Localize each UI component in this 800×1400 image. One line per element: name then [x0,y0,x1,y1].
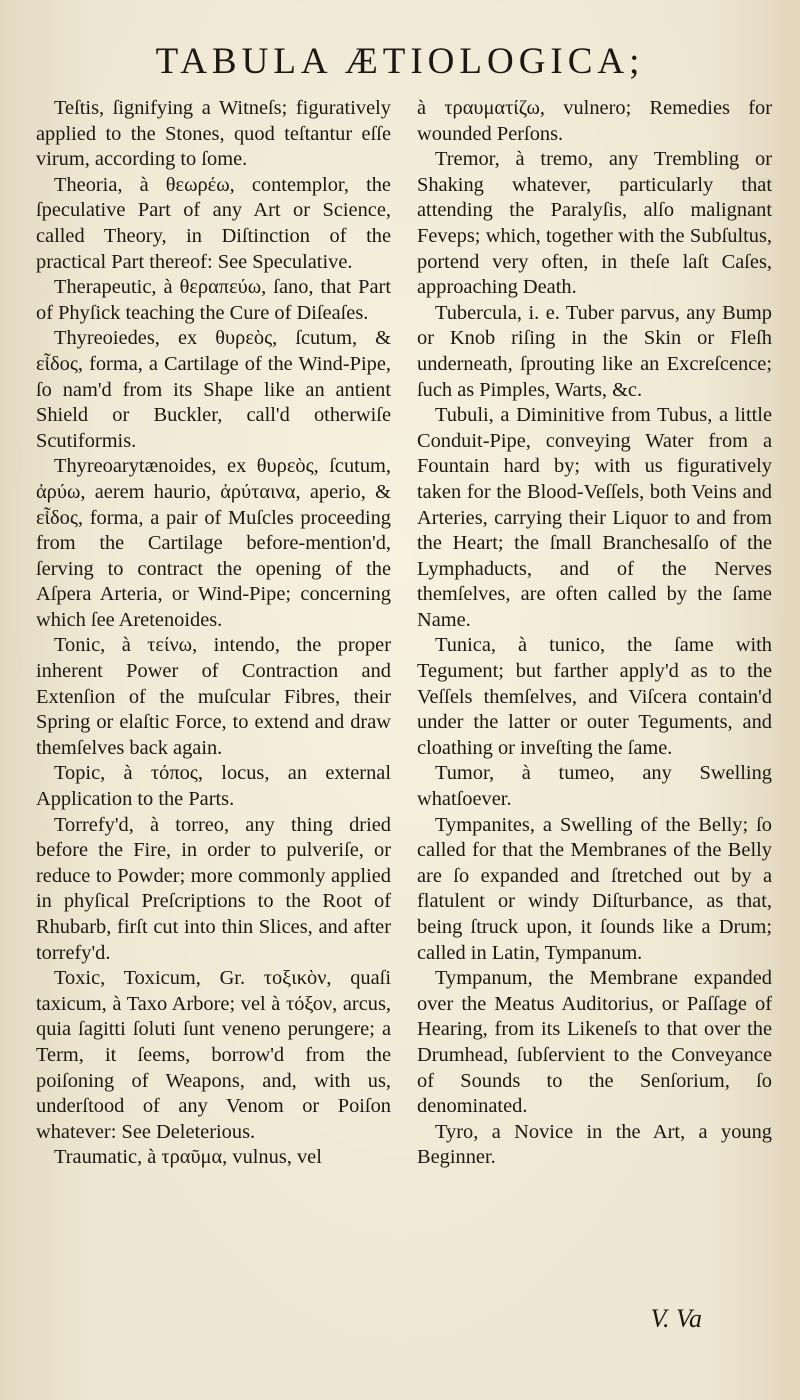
glossary-entry: Tunica, à tunico, the ſame with Tegument; but farther apply'd as to the Veſſels themſelves, and Viſcera contain'd under the latter or outer Teguments, and cloathing or inveſting the ſame. [417,634,772,759]
glossary-entry: Tympanum, the Membrane expanded over the Meatus Auditorius, or Paſſage of Hearing, from its Likeneſs to that over the Drumhead, ſubſervient to the Conveyance of Sounds to the Senſorium, ſo denominated. [417,967,772,1118]
glossary-entry: Tumor, à tumeo, any Swelling whatſoever. [417,762,772,811]
glossary-entry: Tyro, a Novice in the Art, a young Beginner. [417,1120,772,1169]
glossary-entry: Thyreoiedes, ex θυρεὸς, ſcutum, & εἶδος, forma, a Cartilage of the Wind-Pipe, ſo nam'd from its Shape like an antient Shield or Buckler, call'd otherwiſe Scutiformis. [36,327,391,452]
left-column [36,96,391,1171]
glossary-entry: Topic, à τόπος, locus, an external Application to the Parts. [36,762,391,811]
glossary-entry: Tubuli, a Diminitive from Tubus, a little Conduit-Pipe, conveying Water from a Fountain hard by; with us figuratively taken for the Blood-Veſſels, both Veins and Arteries, carrying their Liquor to and from the Heart; the ſmall Branchesalſo of the Lymphaducts, and of the Nerves themſelves, are often called by the ſame Name. [417,404,772,631]
glossary-entry: Toxic, Toxicum, Gr. τοξικὸν, quaſi taxicum, à Taxo Arbore; vel à τόξον, arcus, quia ſagitti ſoluti ſunt veneno perungere; a Term, it ſeems, borrow'd from the poiſoning of Weapons, and, with us, underſtood of any Venom or Poiſon whatever: See Deleterious. [36,967,391,1143]
two-column-body [36,96,772,1171]
running-head: TABULA ÆTIOLOGICA; [155,41,645,82]
glossary-entry: Tonic, à τείνω, intendo, the proper inherent Power of Contraction and Extenſion of the muſcular Fibres, their Spring or elaſtic Force, to extend and draw themſelves back again. [36,634,391,759]
glossary-entry: Thyreoarytænoides, ex θυρεὸς, ſcutum, ἀρύω, aerem haurio, ἀρύταινα, aperio, & εἶδος, forma, a pair of Muſcles proceeding from the Cartilage before-mention'd, ſerving to contract the opening of the Aſpera Arteria, or Wind-Pipe; concerning which ſee Aretenoides. [36,455,391,631]
catchword: V. Va [650,1304,702,1333]
glossary-entry: Theoria, à θεωρέω, contemplor, the ſpeculative Part of any Art or Science, called Theory, in Diſtinction of the practical Part thereof: See Speculative. [36,173,391,273]
glossary-entry: Traumatic, à τραῦμα, vulnus, vel [54,1146,322,1169]
glossary-entry: Therapeutic, à θεραπεύω, ſano, that Part of Phyſick teaching the Cure of Diſeaſes. [36,276,391,324]
glossary-entry: Tubercula, i. e. Tuber parvus, any Bump or Knob riſing in the Skin or Fleſh underneath, ſprouting like an Excreſcence; ſuch as Pimples, Warts, &c. [417,301,772,401]
glossary-entry: à τραυματίζω, vulnero; Remedies for wounded Perſons. [417,97,772,145]
right-column [417,96,772,1171]
glossary-entry: Tympanites, a Swelling of the Belly; ſo called for that the Membranes of the Belly are ſo expanded and ſtretched out by a flatulent or windy Diſturbance, as that, being ſtruck upon, it ſounds like a Drum; called in Latin, Tympanum. [417,813,772,964]
glossary-entry: Teſtis, ſignifying a Witneſs; figuratively applied to the Stones, quod teſtantur eſſe virum, according to ſome. [36,97,391,171]
glossary-entry: Tremor, à tremo, any Trembling or Shaking whatever, particularly that attending the Paralyſis, alſo malignant Feveрs; which, together with the Subſultus, portend very often, in theſe laſt Caſes, approaching Death. [417,148,772,299]
glossary-entry: Torrefy'd, à torreo, any thing dried before the Fire, in order to pulveriſe, or reduce to Powder; more commonly applied in phyſical Preſcriptions to the Root of Rhubarb, firſt cut into thin Slices, and after torrefy'd. [36,813,391,964]
